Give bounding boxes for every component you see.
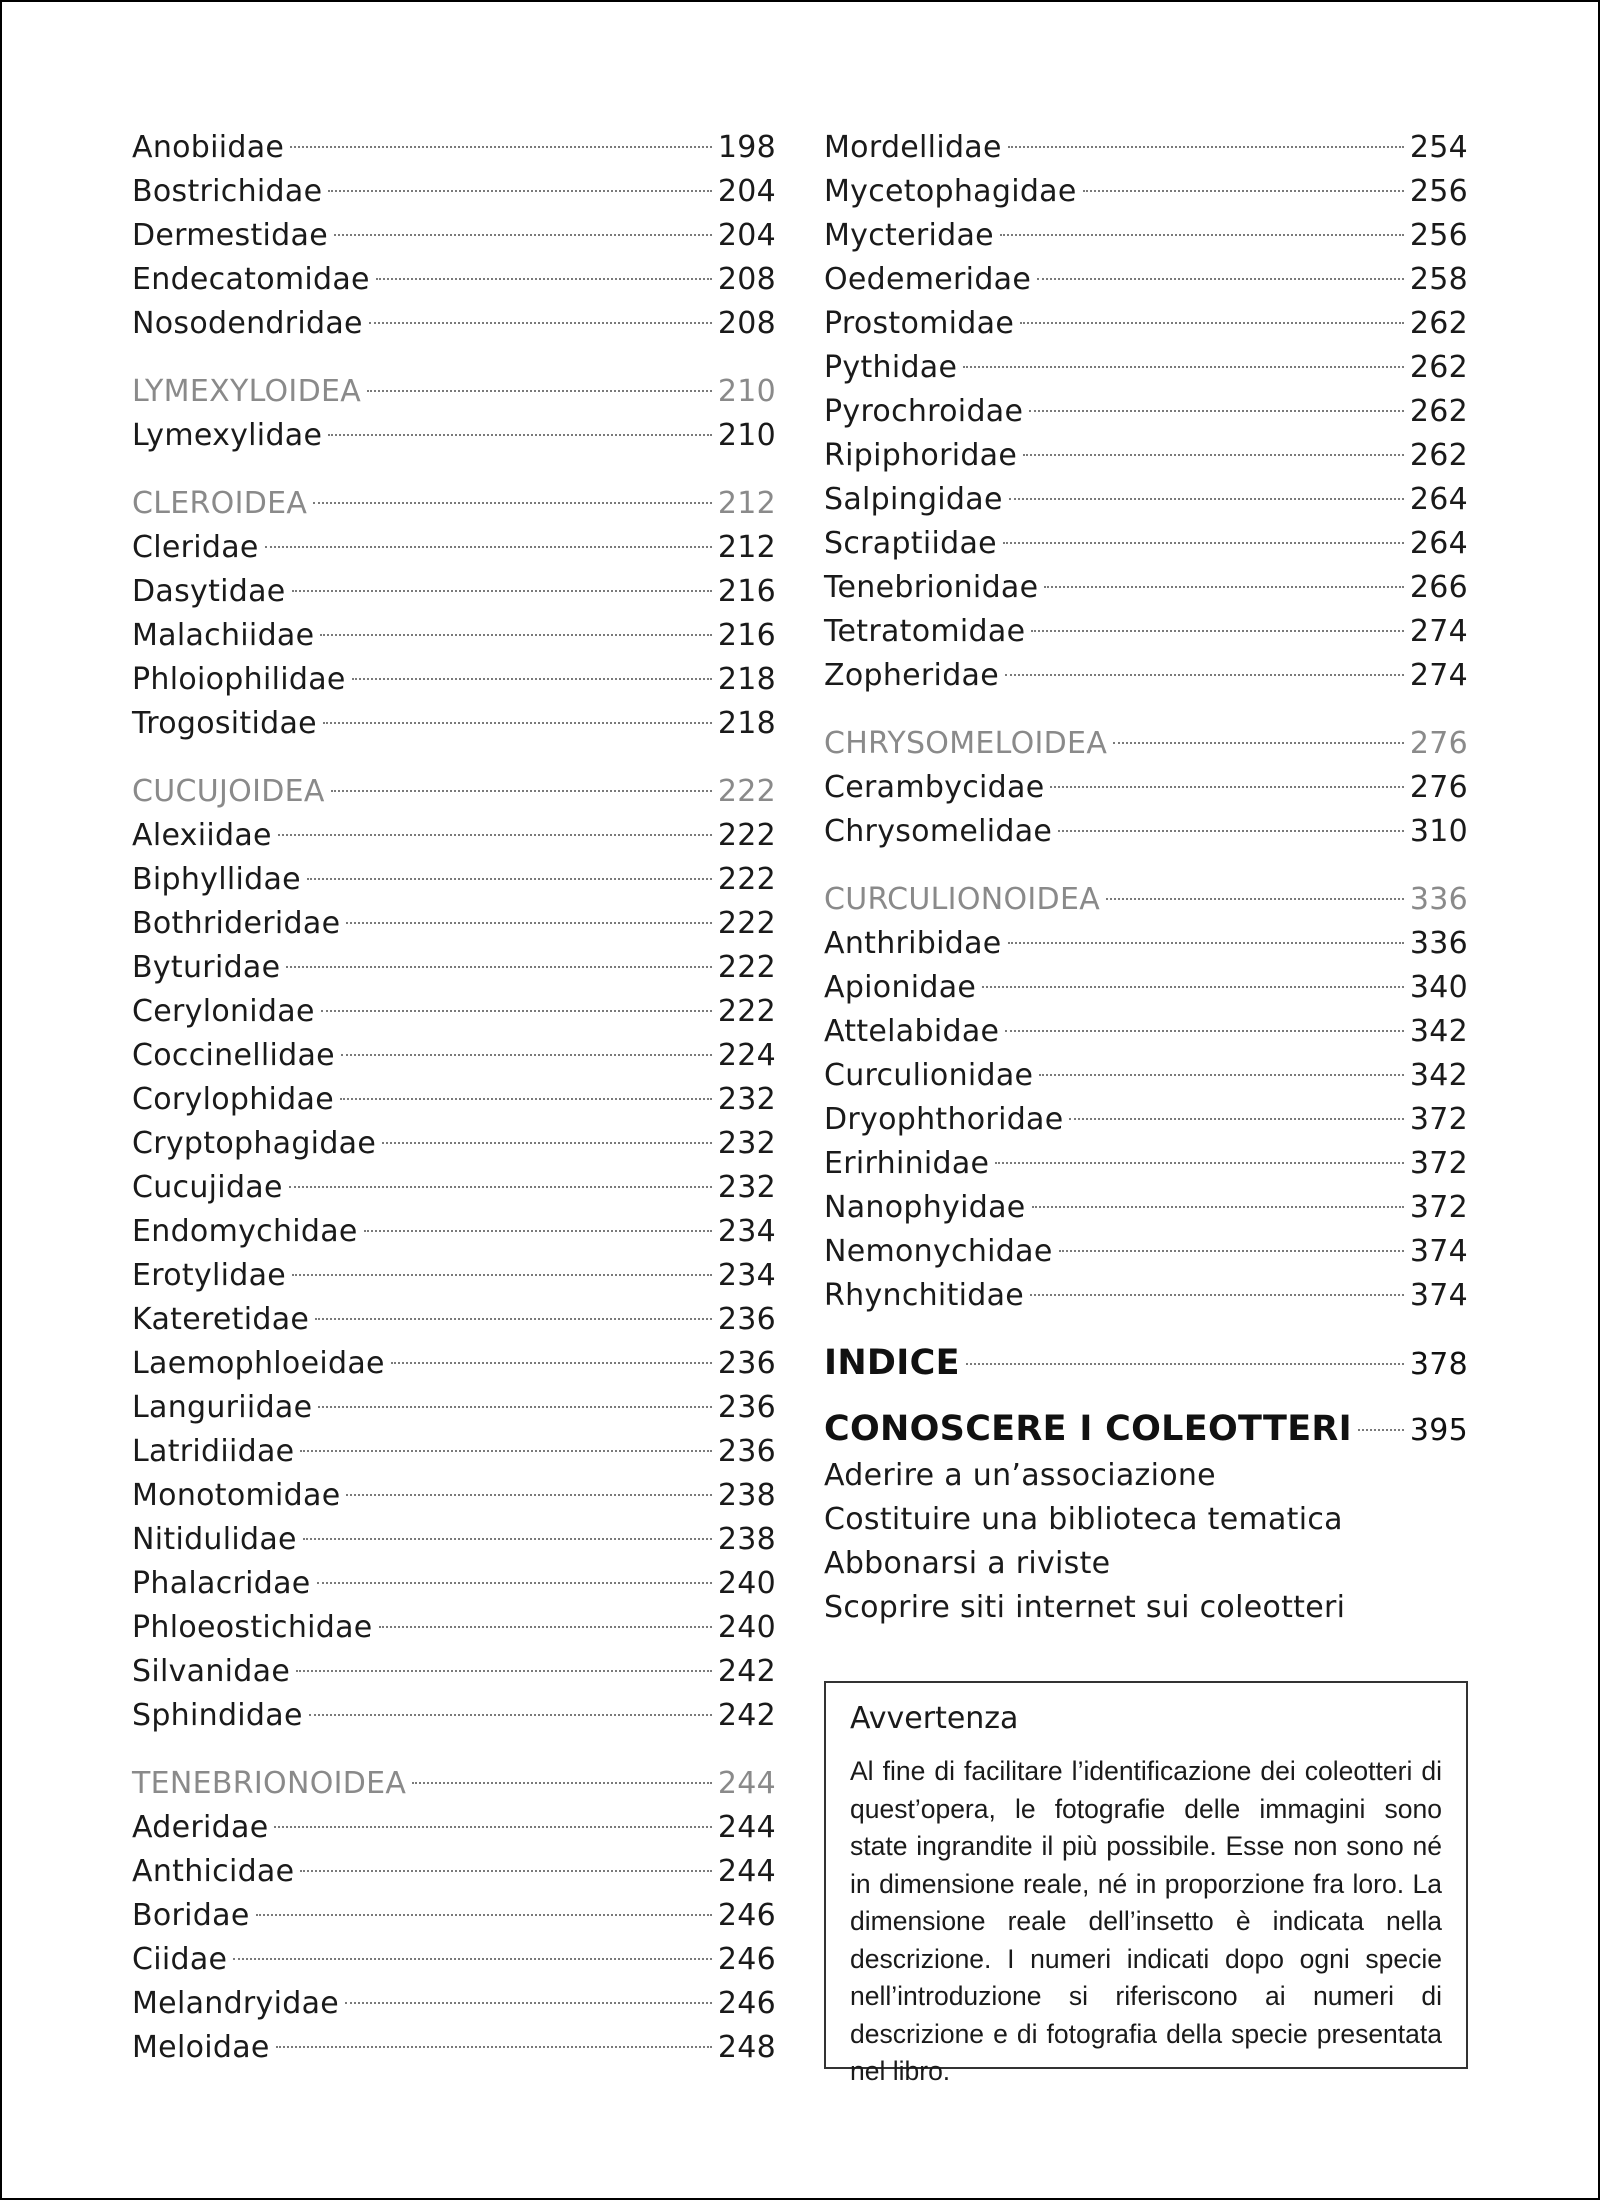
dot-leader [1030, 1294, 1404, 1296]
dot-leader [334, 234, 712, 236]
toc-entry-label: Alexiidae [132, 818, 272, 853]
toc-entry-label: CLEROIDEA [132, 486, 308, 521]
toc-entry-label: Endecatomidae [132, 262, 370, 297]
dot-leader [391, 1362, 712, 1364]
toc-entry[interactable] [132, 858, 776, 902]
toc-entry-label: LYMEXYLOIDEA [132, 374, 362, 409]
toc-entry[interactable] [824, 966, 1468, 1010]
dot-leader [331, 790, 712, 792]
toc-entry-label: Phloiophilidae [132, 662, 346, 697]
dot-leader [982, 986, 1404, 988]
dot-leader [313, 502, 712, 504]
toc-entry[interactable] [132, 1166, 776, 1210]
toc-entry-label: Dryophthoridae [824, 1102, 1064, 1137]
toc-entry[interactable] [132, 1210, 776, 1254]
toc-page-number: 336 [1409, 926, 1468, 961]
toc-page-number: 236 [717, 1346, 776, 1381]
dot-leader [1069, 1118, 1403, 1120]
notice-box [824, 1681, 1468, 2086]
dot-leader [376, 278, 712, 280]
toc-page-number: 224 [717, 1038, 776, 1073]
toc-entry[interactable] [132, 902, 776, 946]
dot-leader [318, 1406, 711, 1408]
dot-leader [278, 834, 712, 836]
dot-leader [367, 390, 712, 392]
dot-leader [369, 322, 712, 324]
toc-main-label: CONOSCERE I COLEOTTERI [824, 1409, 1352, 1449]
toc-page-number: 262 [1409, 438, 1468, 473]
dot-leader [352, 678, 712, 680]
toc-entry[interactable] [132, 302, 776, 346]
toc-entry[interactable] [132, 1894, 776, 1938]
toc-page-number: 248 [717, 2030, 776, 2065]
dot-leader [966, 1363, 1404, 1365]
toc-entry[interactable] [132, 1122, 776, 1166]
toc-page-number: 246 [717, 1898, 776, 1933]
dot-leader [256, 1914, 712, 1916]
toc-entry[interactable] [132, 1430, 776, 1474]
toc-entry[interactable] [132, 1386, 776, 1430]
dot-leader [1005, 1030, 1404, 1032]
dot-leader [1005, 674, 1404, 676]
toc-entry[interactable] [824, 766, 1468, 810]
toc-entry[interactable] [132, 1034, 776, 1078]
toc-entry[interactable] [824, 810, 1468, 854]
toc-entry-label: Scraptiidae [824, 526, 997, 561]
dot-leader [379, 1626, 712, 1628]
toc-entry-label: Coccinellidae [132, 1038, 335, 1073]
toc-entry[interactable] [132, 1342, 776, 1386]
dot-leader [1003, 542, 1404, 544]
dot-leader [309, 1714, 712, 1716]
toc-section-heading[interactable] [132, 770, 776, 814]
toc-entry-label: Salpingidae [824, 482, 1003, 517]
toc-page-number: 216 [717, 618, 776, 653]
toc-entry-label: Nitidulidae [132, 1522, 297, 1557]
dot-leader [320, 634, 711, 636]
toc-entry-label: Tetratomidae [824, 614, 1026, 649]
toc-entry-label: Laemophloeidae [132, 1346, 385, 1381]
toc-entry[interactable] [132, 1474, 776, 1518]
toc-page-number: 372 [1409, 1190, 1468, 1225]
toc-section-heading[interactable] [824, 722, 1468, 766]
dot-leader [233, 1958, 712, 1960]
toc-entry[interactable] [132, 214, 776, 258]
dot-leader [1020, 322, 1404, 324]
toc-entry[interactable] [132, 658, 776, 702]
toc-page-number: 274 [1409, 614, 1468, 649]
toc-right-column [824, 126, 1468, 1630]
toc-entry-label: Trogositidae [132, 706, 317, 741]
dot-leader [292, 1274, 712, 1276]
toc-entry[interactable] [132, 2026, 776, 2070]
toc-page-number: 198 [717, 130, 776, 165]
toc-page-number: 372 [1409, 1102, 1468, 1137]
dot-leader [276, 2046, 712, 2048]
toc-entry[interactable] [824, 1230, 1468, 1274]
dot-leader [323, 722, 712, 724]
dot-leader [346, 1494, 711, 1496]
toc-section-heading[interactable] [132, 482, 776, 526]
toc-page-number: 240 [717, 1610, 776, 1645]
toc-page-number: 218 [717, 662, 776, 697]
toc-page-number: 242 [717, 1654, 776, 1689]
toc-entry[interactable] [824, 922, 1468, 966]
dot-leader [1037, 278, 1404, 280]
toc-page-number: 240 [717, 1566, 776, 1601]
toc-page-number: 222 [717, 774, 776, 809]
toc-entry[interactable] [132, 414, 776, 458]
toc-page-number: 374 [1409, 1234, 1468, 1269]
toc-entry[interactable] [824, 478, 1468, 522]
toc-page-number: 264 [1409, 526, 1468, 561]
toc-entry-label: Anobiidae [132, 130, 285, 165]
toc-entry-label: Anthribidae [824, 926, 1002, 961]
toc-entry-label: Nanophyidae [824, 1190, 1026, 1225]
toc-page-number: 208 [717, 262, 776, 297]
toc-entry-label: Cucujidae [132, 1170, 283, 1205]
toc-page-number: 342 [1409, 1014, 1468, 1049]
dot-leader [290, 146, 712, 148]
toc-section-heading[interactable] [132, 370, 776, 414]
dot-leader [364, 1230, 712, 1232]
dot-leader [286, 966, 711, 968]
toc-entry[interactable] [132, 946, 776, 990]
toc-entry-label: Erirhinidae [824, 1146, 990, 1181]
dot-leader [303, 1538, 712, 1540]
toc-page-number: 232 [717, 1082, 776, 1117]
dot-leader [300, 1450, 711, 1452]
toc-page-number: 222 [717, 950, 776, 985]
toc-entry-label: Dasytidae [132, 574, 286, 609]
dot-leader [296, 1670, 712, 1672]
toc-entry-label: Zopheridae [824, 658, 999, 693]
dot-leader [1039, 1074, 1404, 1076]
toc-page-number: 244 [717, 1810, 776, 1845]
toc-entry-label: Oedemeridae [824, 262, 1032, 297]
dot-leader [341, 1054, 712, 1056]
toc-entry[interactable] [824, 214, 1468, 258]
toc-page-number: 342 [1409, 1058, 1468, 1093]
toc-entry-label: Curculionidae [824, 1058, 1034, 1093]
toc-page-number: 232 [717, 1170, 776, 1205]
toc-entry-label: Erotylidae [132, 1258, 287, 1293]
toc-entry-label: Rhynchitidae [824, 1278, 1025, 1313]
toc-page-number: 204 [717, 174, 776, 209]
toc-page-number: 262 [1409, 306, 1468, 341]
toc-entry[interactable] [132, 1606, 776, 1650]
toc-entry[interactable] [824, 566, 1468, 610]
dot-leader [1044, 586, 1403, 588]
toc-page-number: 244 [717, 1766, 776, 1801]
dot-leader [328, 190, 712, 192]
dot-leader [1009, 498, 1404, 500]
toc-entry[interactable] [132, 170, 776, 214]
toc-section-heading[interactable] [132, 1762, 776, 1806]
toc-entry[interactable] [132, 526, 776, 570]
toc-page-number: 222 [717, 906, 776, 941]
toc-entry[interactable] [824, 390, 1468, 434]
toc-entry-label: Bothrideridae [132, 906, 341, 941]
notice-title: Avvertenza [850, 1701, 1019, 1736]
dot-leader [1032, 1206, 1404, 1208]
toc-entry-label: Cleridae [132, 530, 259, 565]
toc-page-number: 232 [717, 1126, 776, 1161]
dot-leader [1031, 630, 1404, 632]
toc-page-number: 310 [1409, 814, 1468, 849]
toc-subentry[interactable]: Costituire una biblioteca tematica [824, 1502, 1343, 1537]
toc-entry-label: Apionidae [824, 970, 977, 1005]
toc-entry-label: Mycetophagidae [824, 174, 1077, 209]
dot-leader [1029, 410, 1404, 412]
toc-entry[interactable] [132, 1850, 776, 1894]
toc-entry[interactable] [132, 570, 776, 614]
toc-entry[interactable] [132, 702, 776, 746]
toc-page-number: 242 [717, 1698, 776, 1733]
toc-entry[interactable] [824, 1186, 1468, 1230]
dot-leader [1023, 454, 1404, 456]
toc-entry-label: Prostomidae [824, 306, 1015, 341]
dot-leader [1000, 234, 1404, 236]
toc-page-number: 246 [717, 1942, 776, 1977]
toc-entry-label: Cryptophagidae [132, 1126, 377, 1161]
dot-leader [963, 366, 1404, 368]
dot-leader [995, 1162, 1404, 1164]
toc-entry-label: Nemonychidae [824, 1234, 1053, 1269]
toc-page-number: 374 [1409, 1278, 1468, 1313]
toc-page-number: 246 [717, 1986, 776, 2021]
toc-entry-label: Melandryidae [132, 1986, 340, 2021]
toc-entry-label: CHRYSOMELOIDEA [824, 726, 1108, 761]
dot-leader [1113, 742, 1404, 744]
toc-entry-label: Monotomidae [132, 1478, 341, 1513]
toc-page-number: 212 [717, 530, 776, 565]
dot-leader [328, 434, 712, 436]
toc-entry-label: Pyrochroidae [824, 394, 1024, 429]
toc-entry-label: Biphyllidae [132, 862, 301, 897]
toc-main-entry-conoscere[interactable] [824, 1404, 1468, 1454]
toc-subentry[interactable]: Aderire a un’associazione [824, 1458, 1216, 1493]
dot-leader [1083, 190, 1404, 192]
toc-entry[interactable] [824, 302, 1468, 346]
toc-entry-label: Corylophidae [132, 1082, 334, 1117]
toc-entry[interactable] [824, 346, 1468, 390]
dot-leader [292, 590, 712, 592]
toc-entry-label: CURCULIONOIDEA [824, 882, 1101, 917]
toc-page-number: 204 [717, 218, 776, 253]
toc-entry[interactable] [824, 258, 1468, 302]
toc-entry-label: Dermestidae [132, 218, 328, 253]
toc-entry-label: Ciidae [132, 1942, 228, 1977]
toc-entry[interactable] [132, 990, 776, 1034]
toc-page-number: 264 [1409, 482, 1468, 517]
dot-leader [1358, 1429, 1404, 1431]
toc-page-number: 256 [1409, 218, 1468, 253]
toc-entry-label: Cerambycidae [824, 770, 1045, 805]
toc-page-number: 262 [1409, 350, 1468, 385]
dot-leader [1050, 786, 1403, 788]
toc-page-number: 212 [717, 486, 776, 521]
toc-entry-label: Attelabidae [824, 1014, 1000, 1049]
toc-entry-label: Latridiidae [132, 1434, 295, 1469]
dot-leader [1106, 898, 1404, 900]
toc-entry[interactable] [824, 610, 1468, 654]
toc-page-number: 256 [1409, 174, 1468, 209]
toc-entry[interactable] [824, 126, 1468, 170]
toc-page-number: 234 [717, 1258, 776, 1293]
toc-entry-label: Byturidae [132, 950, 281, 985]
dot-leader [315, 1318, 712, 1320]
toc-page-number: 208 [717, 306, 776, 341]
toc-entry[interactable] [132, 1518, 776, 1562]
dot-leader [346, 922, 711, 924]
dot-leader [321, 1010, 712, 1012]
toc-page-number: 340 [1409, 970, 1468, 1005]
toc-entry-label: Sphindidae [132, 1698, 303, 1733]
dot-leader [1059, 1250, 1404, 1252]
toc-entry-label: Languriidae [132, 1390, 313, 1425]
toc-entry[interactable] [132, 1254, 776, 1298]
toc-entry[interactable] [824, 1010, 1468, 1054]
toc-entry[interactable] [824, 522, 1468, 566]
toc-page-number: 336 [1409, 882, 1468, 917]
toc-entry-label: Nosodendridae [132, 306, 363, 341]
dot-leader [1058, 830, 1404, 832]
toc-entry-label: Pythidae [824, 350, 958, 385]
toc-entry-label: Meloidae [132, 2030, 270, 2065]
toc-entry[interactable] [824, 170, 1468, 214]
toc-page-number: 262 [1409, 394, 1468, 429]
toc-entry[interactable] [132, 1982, 776, 2026]
toc-entry-label: Ripiphoridae [824, 438, 1018, 473]
dot-leader [289, 1186, 712, 1188]
toc-left-column [132, 126, 776, 2070]
toc-page-number: 238 [717, 1522, 776, 1557]
toc-entry[interactable] [132, 1650, 776, 1694]
dot-leader [274, 1826, 711, 1828]
toc-page-number: 222 [717, 862, 776, 897]
toc-entry[interactable] [132, 258, 776, 302]
toc-page-number: 234 [717, 1214, 776, 1249]
toc-entry[interactable] [132, 1078, 776, 1122]
toc-page-number: 210 [717, 374, 776, 409]
toc-entry-label: Anthicidae [132, 1854, 295, 1889]
toc-page-number: 258 [1409, 262, 1468, 297]
toc-entry-label: TENEBRIONOIDEA [132, 1766, 407, 1801]
toc-page-number: 244 [717, 1854, 776, 1889]
toc-entry-label: Mycteridae [824, 218, 994, 253]
toc-entry-label: Boridae [132, 1898, 250, 1933]
toc-entry-label: Kateretidae [132, 1302, 310, 1337]
toc-entry-label: Phalacridae [132, 1566, 311, 1601]
toc-section-heading[interactable] [824, 878, 1468, 922]
toc-entry-label: Bostrichidae [132, 174, 323, 209]
toc-page-number: 254 [1409, 130, 1468, 165]
toc-page-number: 276 [1409, 726, 1468, 761]
toc-page-number: 222 [717, 818, 776, 853]
toc-page-number: 216 [717, 574, 776, 609]
toc-entry-label: Lymexylidae [132, 418, 323, 453]
dot-leader [382, 1142, 712, 1144]
toc-main-page: 395 [1409, 1413, 1468, 1448]
toc-entry[interactable] [824, 1142, 1468, 1186]
dot-leader [307, 878, 712, 880]
toc-page-number: 372 [1409, 1146, 1468, 1181]
toc-entry-label: Mordellidae [824, 130, 1002, 165]
toc-main-label: INDICE [824, 1343, 960, 1383]
toc-entry-label: Cerylonidae [132, 994, 315, 1029]
dot-leader [412, 1782, 712, 1784]
dot-leader [300, 1870, 711, 1872]
toc-entry-label: Silvanidae [132, 1654, 291, 1689]
toc-entry[interactable] [824, 654, 1468, 698]
toc-page-number: 222 [717, 994, 776, 1029]
toc-entry[interactable] [132, 1298, 776, 1342]
toc-page-number: 266 [1409, 570, 1468, 605]
toc-main-entry-indice[interactable] [824, 1338, 1468, 1388]
toc-entry-label: Chrysomelidae [824, 814, 1053, 849]
dot-leader [340, 1098, 712, 1100]
toc-entry-label: CUCUJOIDEA [132, 774, 325, 809]
toc-entry[interactable] [824, 1098, 1468, 1142]
toc-page-number: 236 [717, 1434, 776, 1469]
toc-subentry[interactable]: Abbonarsi a riviste [824, 1546, 1111, 1581]
dot-leader [265, 546, 712, 548]
toc-entry[interactable] [824, 1274, 1468, 1318]
toc-entry-label: Malachiidae [132, 618, 315, 653]
toc-page-number: 276 [1409, 770, 1468, 805]
toc-entry[interactable] [132, 1806, 776, 1850]
toc-entry[interactable] [824, 1054, 1468, 1098]
notice-body: Al fine di facilitare l’identificazione dei coleotteri di quest’opera, le fotografie delle immagini sono state ingrandite il più possibile. Esse non sono né in dimensione reale, né in proporzione fra loro. La dimensione reale dell’insetto è indicata nella descrizione. I numeri indicati dopo ogni specie nell’introduzione si riferiscono ai numeri di descrizione e di fotografia della specie presentata nel libro. [850, 1756, 1442, 2086]
toc-entry[interactable] [824, 434, 1468, 478]
toc-entry-label: Aderidae [132, 1810, 269, 1845]
toc-entry[interactable] [132, 1938, 776, 1982]
toc-page-number: 236 [717, 1302, 776, 1337]
dot-leader [1008, 146, 1404, 148]
toc-entry[interactable] [132, 1562, 776, 1606]
toc-entry-label: Tenebrionidae [824, 570, 1039, 605]
toc-right-list [824, 126, 1468, 1318]
toc-subentry[interactable]: Scoprire siti internet sui coleotteri [824, 1590, 1346, 1625]
toc-entry-label: Phloeostichidae [132, 1610, 373, 1645]
dot-leader [1008, 942, 1404, 944]
toc-page-number: 236 [717, 1390, 776, 1425]
dot-leader [317, 1582, 712, 1584]
toc-page-number: 218 [717, 706, 776, 741]
toc-page-number: 274 [1409, 658, 1468, 693]
toc-page-number: 238 [717, 1478, 776, 1513]
toc-entry-label: Endomychidae [132, 1214, 358, 1249]
toc-entry[interactable] [132, 126, 776, 170]
toc-page-number: 210 [717, 418, 776, 453]
toc-entry[interactable] [132, 614, 776, 658]
dot-leader [345, 2002, 712, 2004]
toc-entry[interactable] [132, 814, 776, 858]
toc-main-page: 378 [1409, 1347, 1468, 1382]
toc-entry[interactable] [132, 1694, 776, 1738]
